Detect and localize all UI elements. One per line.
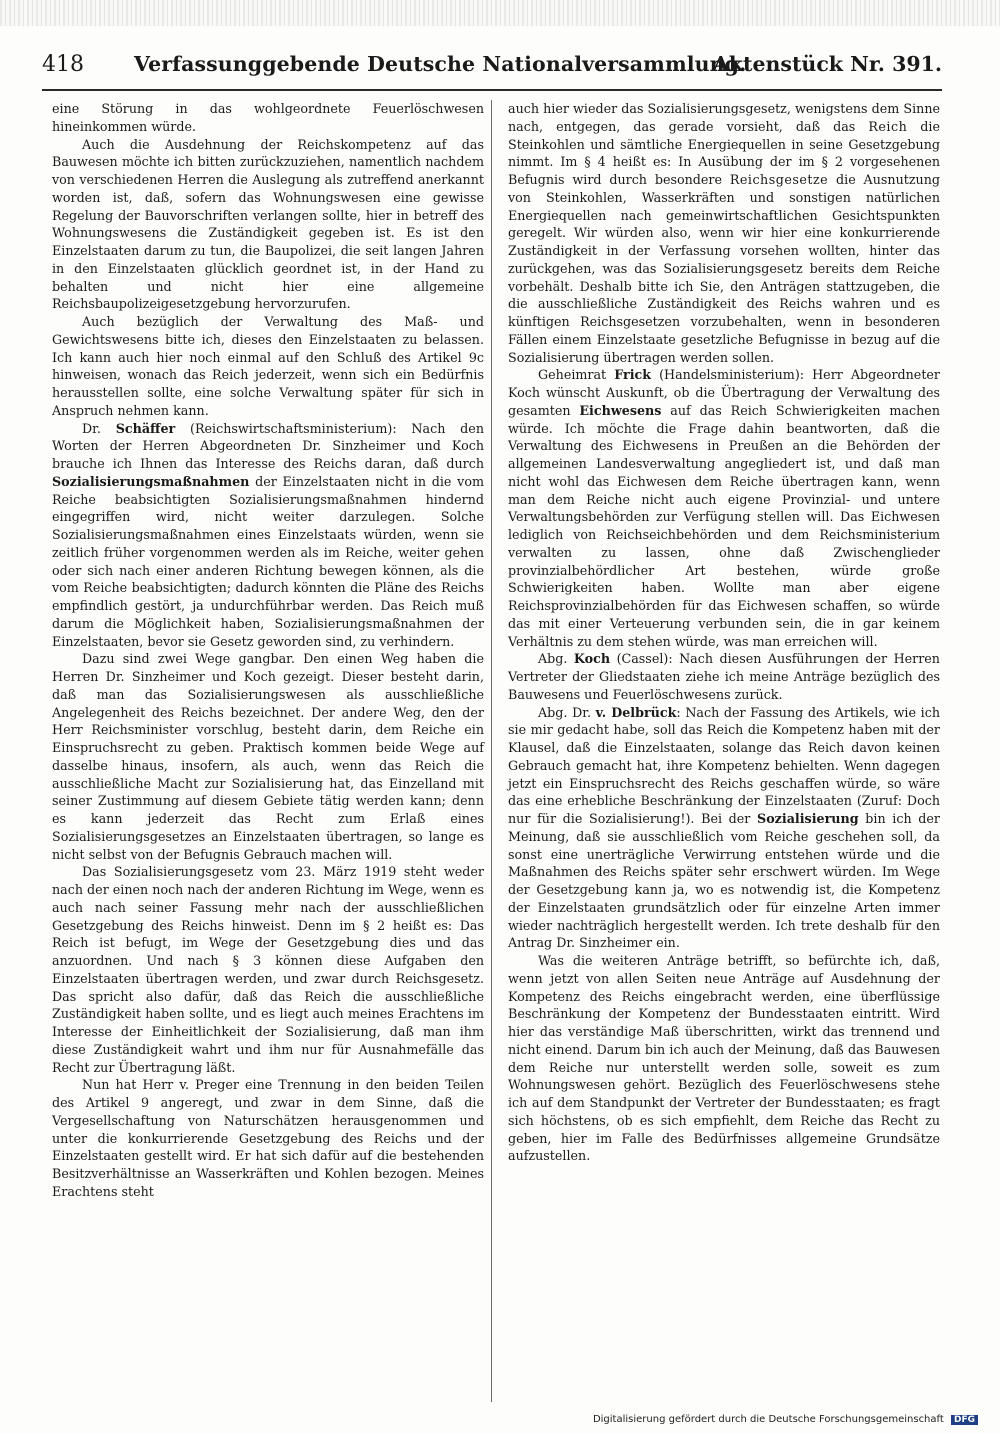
- paragraph: [52, 313, 484, 420]
- header-rule: [42, 89, 942, 91]
- credit-text: Digitalisierung gefördert durch die Deutsche Forschungsgemeinschaft: [592, 1414, 944, 1425]
- text-run: Dazu sind zwei Wege gangbar. Den einen Weg haben die Herren Dr. Sinzheimer und Koch gezeigt. Dieser besteht darin, daß man das Sozialisierungswesen als ausschließliche Angelegenheit des Reichs bezeichnet. Der andere Weg, den der Herr Reichsminister vorschlug, besteht darin, dem Reiche ein Einspruchsrecht zu geben. Praktisch kommen beide Wege auf dasselbe hinaus, insofern, als auch, wenn das Reich die ausschließliche Macht zur Sozialisierung hat, das Einzelland mit seiner Zustimmung auf diesem Gebiete tätig werden kann; denn es kann jederzeit das Recht zum Erlaß eines Sozialisierungsgesetzes an Einzelstaaten übertragen, so lange es nicht selbst von der Befugnis Gebrauch machen will.: [52, 651, 484, 862]
- paragraph: [508, 952, 940, 1165]
- paragraph: [52, 1076, 484, 1200]
- emphasized-term: Frick: [614, 367, 652, 383]
- text-run: die Steinkohlen und sämtliche Energiequellen in seine Gesetzgebung nimmt. Im § 4 heißt es: In Ausübung der im § 2 vorgesehenen Befugnis wird durch besondere: [508, 118, 940, 187]
- running-title: Verfassunggebende Deutsche Nationalversammlung.: [134, 52, 747, 76]
- text-run: (Reichswirtschaftsministerium): Nach den Worten der Herren Abgeordneten Dr. Sinzheimer und Koch brauche ich Ihnen das Interesse des Reichs daran, daß durch: [52, 420, 484, 471]
- text-run: Geheimrat: [538, 367, 615, 383]
- emphasized-term: Eichwesens: [579, 402, 662, 418]
- text-run: Auch bezüglich der Verwaltung des Maß- und Gewichtswesens bitte ich, dieses den Einzelstaaten zu belassen. Ich kann auch hier noch einmal auf den Schluß des Artikel 9c hinweisen, wonach das Reich jederzeit, wenn sich ein Bedürfnis herausstellen sollte, eine solche Verwaltung später für sich in Anspruch nehmen kann.: [52, 314, 484, 418]
- paragraph: [508, 100, 940, 366]
- text-run: die Ausnutzung von Steinkohlen, Wasserkräften und sonstigen natürlichen Energiequellen nach gemeinwirtschaftlichen Gesichtspunkten geregelt. Wir würden also, wenn wir hier eine konkurrierende Zuständigkeit in der Verfassung vorsehen wollten, hinter das zurückgehen, was das Sozialisierungsgesetz bereits dem Reiche vorbehält. Deshalb bitte ich Sie, den Anträgen stattzugeben, die die ausschließliche Zuständigkeit des Reichs wahren und es künftigen Reichsgesetzen vorzubehalten, wenn in besonderen Fällen einem Einzelstaate gesetzliche Befugnisse in bezug auf die Sozialisierung übertragen werden sollen.: [508, 172, 940, 365]
- spaced-term: Reichsgesetze: [729, 172, 829, 187]
- paragraph: [52, 136, 484, 314]
- paragraph: [508, 366, 940, 650]
- text-run: Das Sozialisierungsgesetz vom 23. März 1919 steht weder nach der einen noch nach der anderen Richtung im Wege, wenn es auch nach seiner Fassung mehr nach der ausschließlichen Gesetzgebung des Reichs hinweist. Denn im § 2 heißt es: Das Reich ist befugt, im Wege der Gesetzgebung dies und das anzuordnen. Und nach § 3 können diese Aufgaben den Einzelstaaten übertragen werden, und zwar durch Reichsgesetz. Das spricht also dafür, daß das Reich die ausschließliche Zuständigkeit haben sollte, und es liegt auch meines Erachtens im Interesse der Einheitlichkeit der Sozialisierung, daß man ihm diese Zuständigkeit wahrt und ihm nur für Ausnahmefälle das Recht zur Übertragung läßt.: [52, 864, 484, 1075]
- emphasized-term: Sozialisierung: [757, 811, 859, 826]
- text-run: auch hier wieder das Sozialisierungsgesetz, wenigstens dem Sinne nach, entgegen, das gerade vorsieht, daß das: [508, 101, 940, 134]
- column-divider: [491, 100, 492, 1402]
- text-run: auf das Reich Schwierigkeiten machen würde. Ich möchte die Frage dahin beantworten, daß die Verwaltung des Eichwesens in Preußen an die Behörden der allgemeinen Landesverwaltung angegliedert ist, und daß man nicht wohl das Eichwesen dem Reiche übertragen kann, wenn man dem Reiche nicht auch eigene Provinzial- und untere Verwaltungsbehörden zur Verfügung stellen will. Das Eichwesen lediglich von Reichseichbehörden und dem Reichsministerium verwalten zu lassen, ohne daß Zwischenglieder provinzialbehördlicher Art bestehen, würde große Schwierigkeiten haben. Wollte man aber eigene Reichsprovinzialbehörden für das Eichwesen schaffen, so würde das mit einer Verteuerung verbunden sein, die in gar keinem Verhältnis zu dem stehen würde, was man erreichen will.: [508, 402, 940, 649]
- text-run: der Einzelstaaten nicht in die vom Reiche beabsichtigten Sozialisierungsmaßnahmen hindernd eingegriffen wird, nicht weiter darzulegen. Solche Sozialisierungsmaßnahmen eines Einzelstaats würden, wenn sie zeitlich früher vorgenommen werden als im Reiche, weiter gehen oder sich nach einer anderen Richtung bewegen können, als die vom Reiche beabsichtigten; dadurch könnten die Pläne des Reichs empfindlich gestört, ja undurchführbar werden. Das Reich muß darum die Möglichkeit haben, Sozialisierungsmaßnahmen der Einzelstaaten, bevor sie Gesetz geworden sind, zu verhindern.: [52, 473, 484, 649]
- dfg-logo: DFG: [951, 1415, 978, 1425]
- left-text-column: [52, 100, 484, 1201]
- emphasized-term: Schäffer: [115, 420, 176, 436]
- document-reference: Aktenstück Nr. 391.: [712, 52, 942, 76]
- paragraph: [52, 100, 484, 136]
- text-run: Dr.: [82, 420, 116, 436]
- paragraph: [52, 863, 484, 1076]
- digitization-credit: [593, 1414, 978, 1425]
- paragraph: [52, 420, 484, 651]
- right-text-column: [508, 100, 940, 1165]
- text-run: (Handelsministerium): Herr Abgeordneter Koch wünscht Auskunft, ob die Übertragung der Verwaltung des gesamten: [508, 367, 940, 418]
- paragraph: [508, 704, 940, 953]
- paragraph: [508, 650, 940, 703]
- emphasized-term: Sozialisierungsmaßnahmen: [52, 473, 250, 489]
- paragraph: [52, 650, 484, 863]
- page-header: [42, 50, 942, 84]
- text-run: bin ich der Meinung, daß sie ausschließlich vom Reiche geschehen soll, da sonst eine unerträgliche Verwirrung entstehen würde und die Maßnahmen des Reichs später sehr erschwert würden. Im Wege der Gesetzgebung kann ja, wo es notwendig ist, die Kompetenz der Einzelstaaten grundsätzlich oder für einzelne Arten immer wieder nachträglich hergestellt werden. Ich trete deshalb für den Antrag Dr. Sinzheimer ein.: [508, 811, 940, 951]
- text-run: Nun hat Herr v. Preger eine Trennung in den beiden Teilen des Artikel 9 angeregt, und zwar in dem Sinne, daß die Vergesellschaftung von Naturschätzen herausgenommen und unter die konkurrierende Gesetzgebung des Reichs und der Einzelstaaten gestellt wird. Er hat sich dafür auf die bestehenden Besitzverhältnisse an Wasserkräften und Kohlen bezogen. Meines Erachtens steht: [52, 1077, 484, 1199]
- text-run: Abg. Dr.: [538, 704, 596, 720]
- scan-edge-texture: [0, 0, 1000, 26]
- text-run: eine Störung in das wohlgeordnete Feuerlöschwesen hineinkommen würde.: [52, 101, 484, 134]
- emphasized-term: Koch: [573, 651, 611, 667]
- text-run: : Nach der Fassung des Artikels, wie ich sie mir gedacht habe, soll das Reich die Kompetenz haben mit der Klausel, daß die Einzelstaaten, solange das Reich davon keinen Gebrauch gemacht hat, ihre Kompetenz behielten. Wenn dagegen jetzt ein Einspruchsrecht des Reichs geschaffen würde, so wäre das eine erhebliche Beschränkung der Einzelstaaten (Zuruf: Doch nur für die Sozialisierung!). Bei der: [508, 704, 940, 826]
- text-run: Auch die Ausdehnung der Reichskompetenz auf das Bauwesen möchte ich bitten zurückzuziehen, namentlich nachdem von verschiedenen Herren die Auslegung als zutreffend anerkannt worden ist, daß, sofern das Wohnungswesen eine gewisse Regelung der Bauvorschriften verlangen sollte, hier in betreff des Wohnungswesens die Zuständigkeit gegeben ist. Es ist den Einzelstaaten darum zu tun, die Baupolizei, die seit langen Jahren in den Einzelstaaten glücklich geordnet ist, in der Hand zu behalten und nicht hier eine allgemeine Reichsbaupolizeigesetzgebung hervorzurufen.: [52, 136, 484, 312]
- emphasized-term: v. Delbrück: [595, 704, 677, 720]
- page-number: 418: [42, 52, 84, 77]
- text-run: Was die weiteren Anträge betrifft, so befürchte ich, daß, wenn jetzt von allen Seiten neue Anträge auf Ausdehnung der Kompetenz des Reichs eingebracht werden, eine überflüssige Beschränkung der Kompetenz der Bundesstaaten eintritt. Wird hier das verständige Maß überschritten, wirkt das trennend und nicht einend. Darum bin ich auch der Meinung, daß das Bauwesen dem Reiche nur unterstellt werden solle, soweit es zum Wohnungswesen gehört. Bezüglich des Feuerlöschwesens stehe ich auf dem Standpunkt der Vertreter der Bundesstaaten; es fragt sich höchstens, ob es sich empfiehlt, dem Reiche das Recht zu geben, hier im Falle des Bedürfnisses allgemeine Grundsätze aufzustellen.: [508, 953, 940, 1164]
- text-run: Abg.: [538, 651, 574, 667]
- text-run: (Cassel): Nach diesen Ausführungen der Herren Vertreter der Gliedstaaten ziehe ich meine Anträge bezüglich des Bauwesens und Feuerlöschwesens zurück.: [508, 651, 940, 702]
- spaced-term: Reich: [868, 118, 908, 134]
